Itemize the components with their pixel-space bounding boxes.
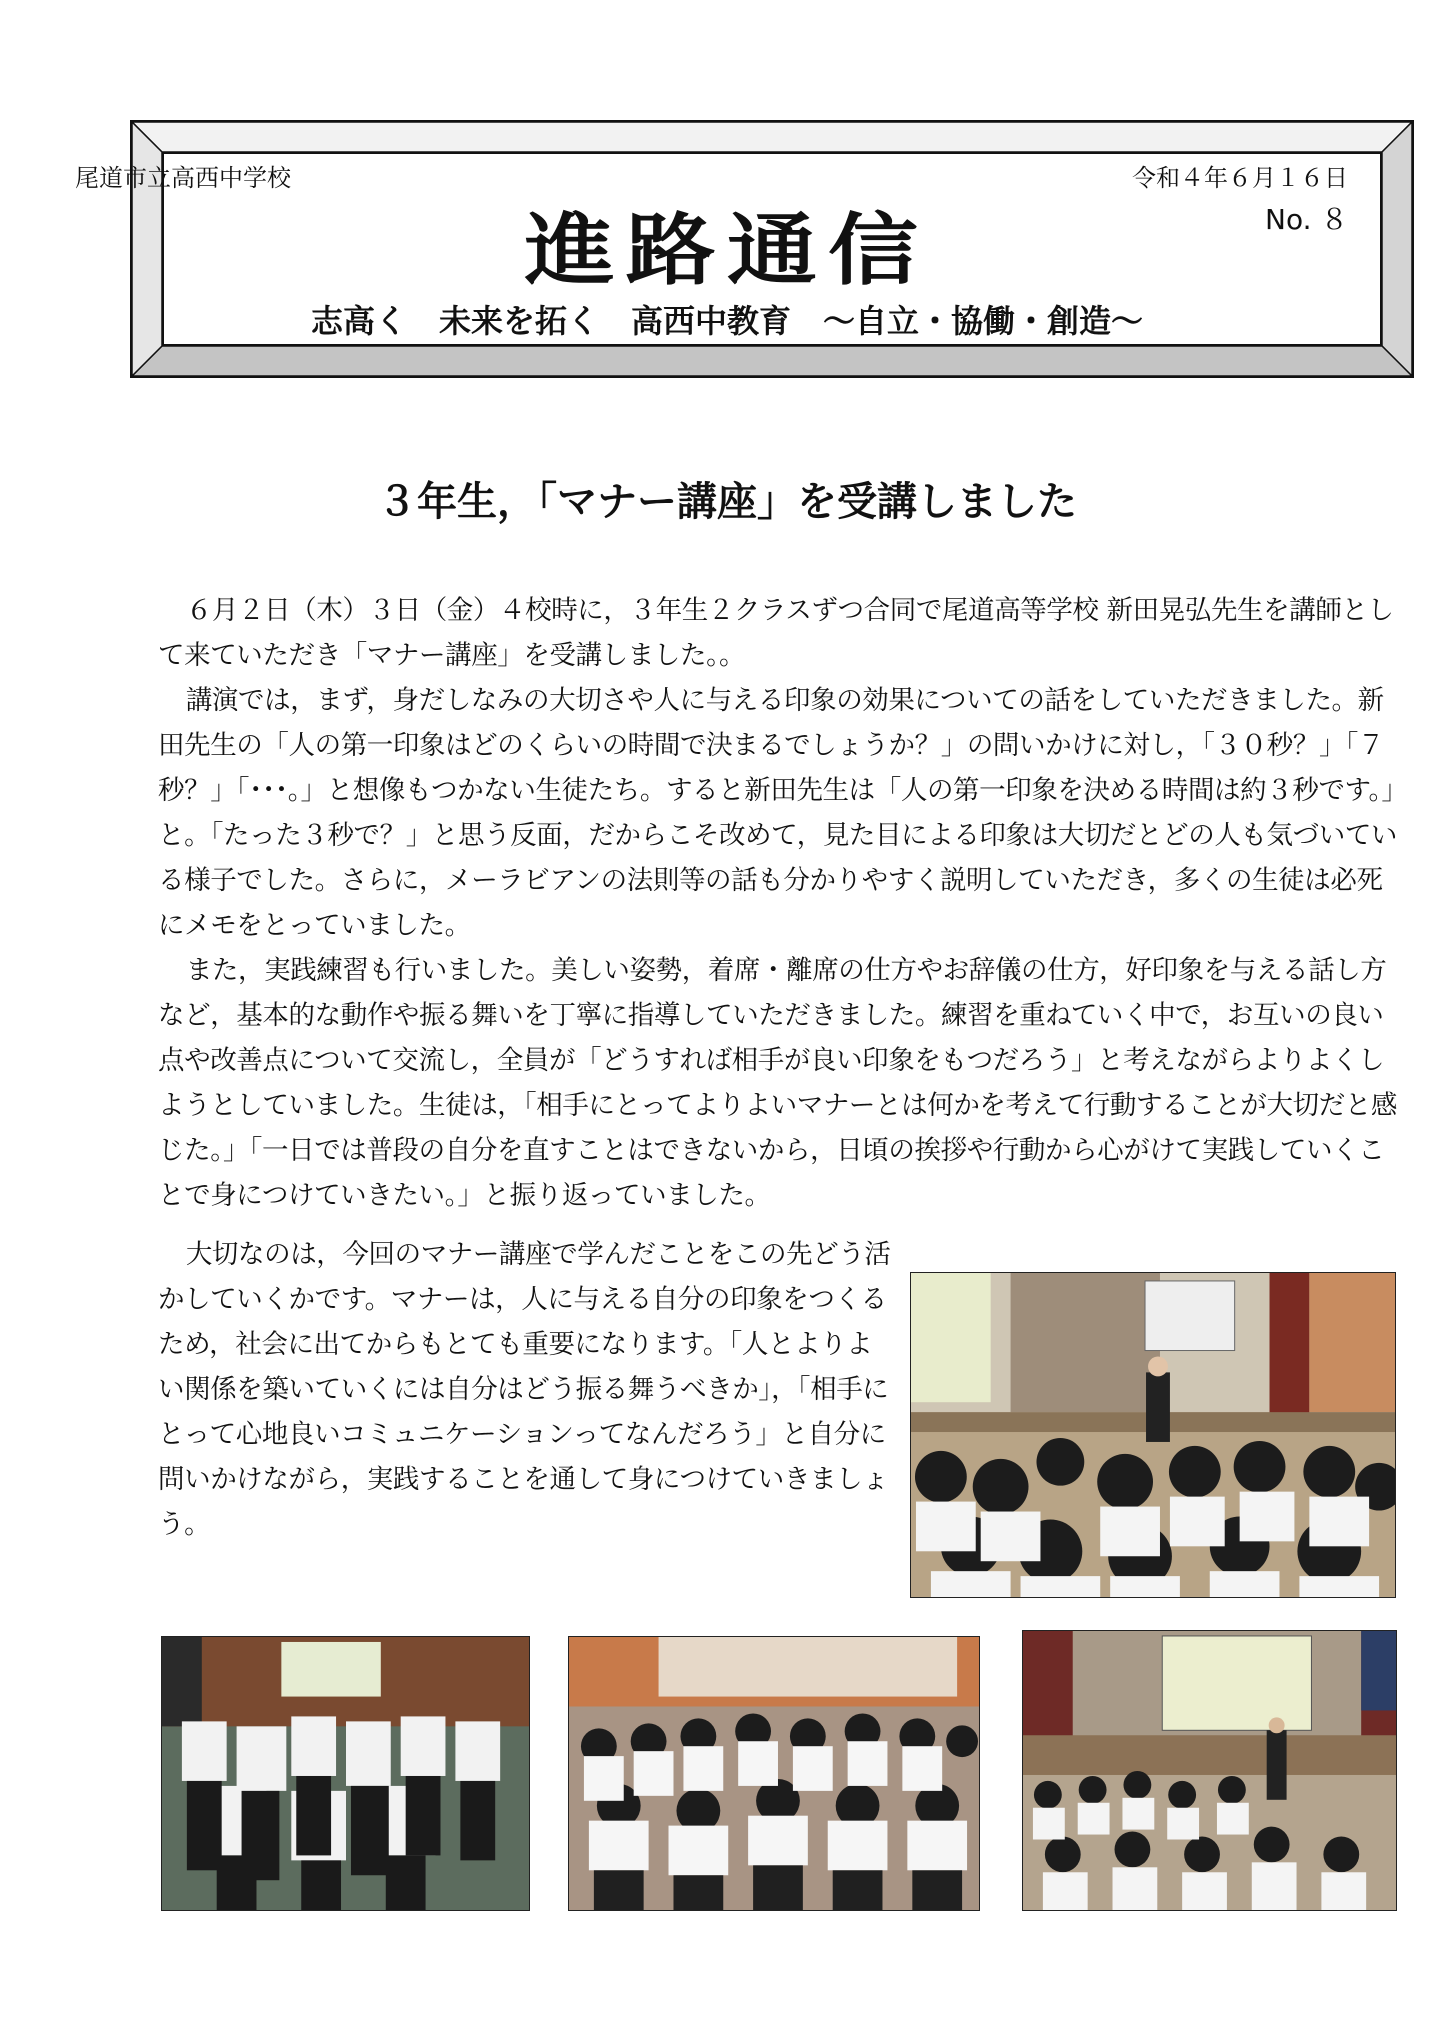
article-headline: ３年生，「マナー講座」を受講しました [377, 479, 1077, 525]
article-closing [158, 1232, 898, 1547]
paragraph-closing: 大切なのは，今回のマナー講座で学んだことをこの先どう活かしていくかです。マナーは，人に与える自分の印象をつくるため，社会に出てからもとても重要になります。「人とよりよい関係を築いていくには自分はどう振る舞うべきか」，「相手にとって心地良いコミュニケーションってなんだろう」と自分に問いかけながら，実践することを通して身につけていきましょう。 [158, 1239, 891, 1540]
photo-bowing-girls [568, 1636, 980, 1911]
paragraph-practice: また，実践練習も行いました。美しい姿勢，着席・離席の仕方やお辞儀の仕方，好印象を与える話し方など，基本的な動作や振る舞いを丁寧に指導していただきました。練習を重ねていく中で，お互いの良い点や改善点について交流し，全員が「どうすれば相手が良い印象をもつだろう」と考えながらよりよくしようとしていました。生徒は，「相手にとってよりよいマナーとは何かを考えて行動することが大切だと感じた。」「一日では普段の自分を直すことはできないから，日頃の挨拶や行動から心がけて実践していくことで身につけていきたい。」と振り返っていました。 [158, 955, 1398, 1211]
issue-number: No. ８ [1265, 203, 1349, 236]
school-motto: 志高く 未来を拓く 高西中教育 ～自立・協働・創造～ [310, 302, 1143, 340]
photo-lecture-gym [910, 1272, 1396, 1598]
article-body [158, 588, 1404, 1218]
paragraph-lecture: 講演では，まず，身だしなみの大切さや人に与える印象の効果についての話をしていただきました。新田先生の「人の第一印象はどのくらいの時間で決まるでしょうか？」の問いかけに対し，「３０秒？」「７秒？」「･･･。」と想像もつかない生徒たち。すると新田先生は「人の第一印象を決める時間は約３秒です。」と。「たった３秒で？」と思う反面，だからこそ改めて，見た目による印象は大切だとどの人も気づいている様子でした。さらに，メーラビアンの法則等の話も分かりやすく説明していただき，多くの生徒は必死にメモをとっていました。 [158, 685, 1398, 941]
photo-seated-lecture [1022, 1630, 1397, 1911]
school-name: 尾道市立高西中学校 [75, 164, 291, 192]
paragraph-intro: ６月２日（木）３日（金）４校時に，３年生２クラスずつ合同で尾道高等学校 新田晃弘先生を講師として来ていただき「マナー講座」を受講しました。。 [158, 595, 1394, 671]
issue-date: 令和４年６月１６日 [1132, 164, 1348, 192]
photo-bowing-boys [161, 1636, 530, 1911]
newsletter-title: 進路通信 [524, 205, 930, 296]
